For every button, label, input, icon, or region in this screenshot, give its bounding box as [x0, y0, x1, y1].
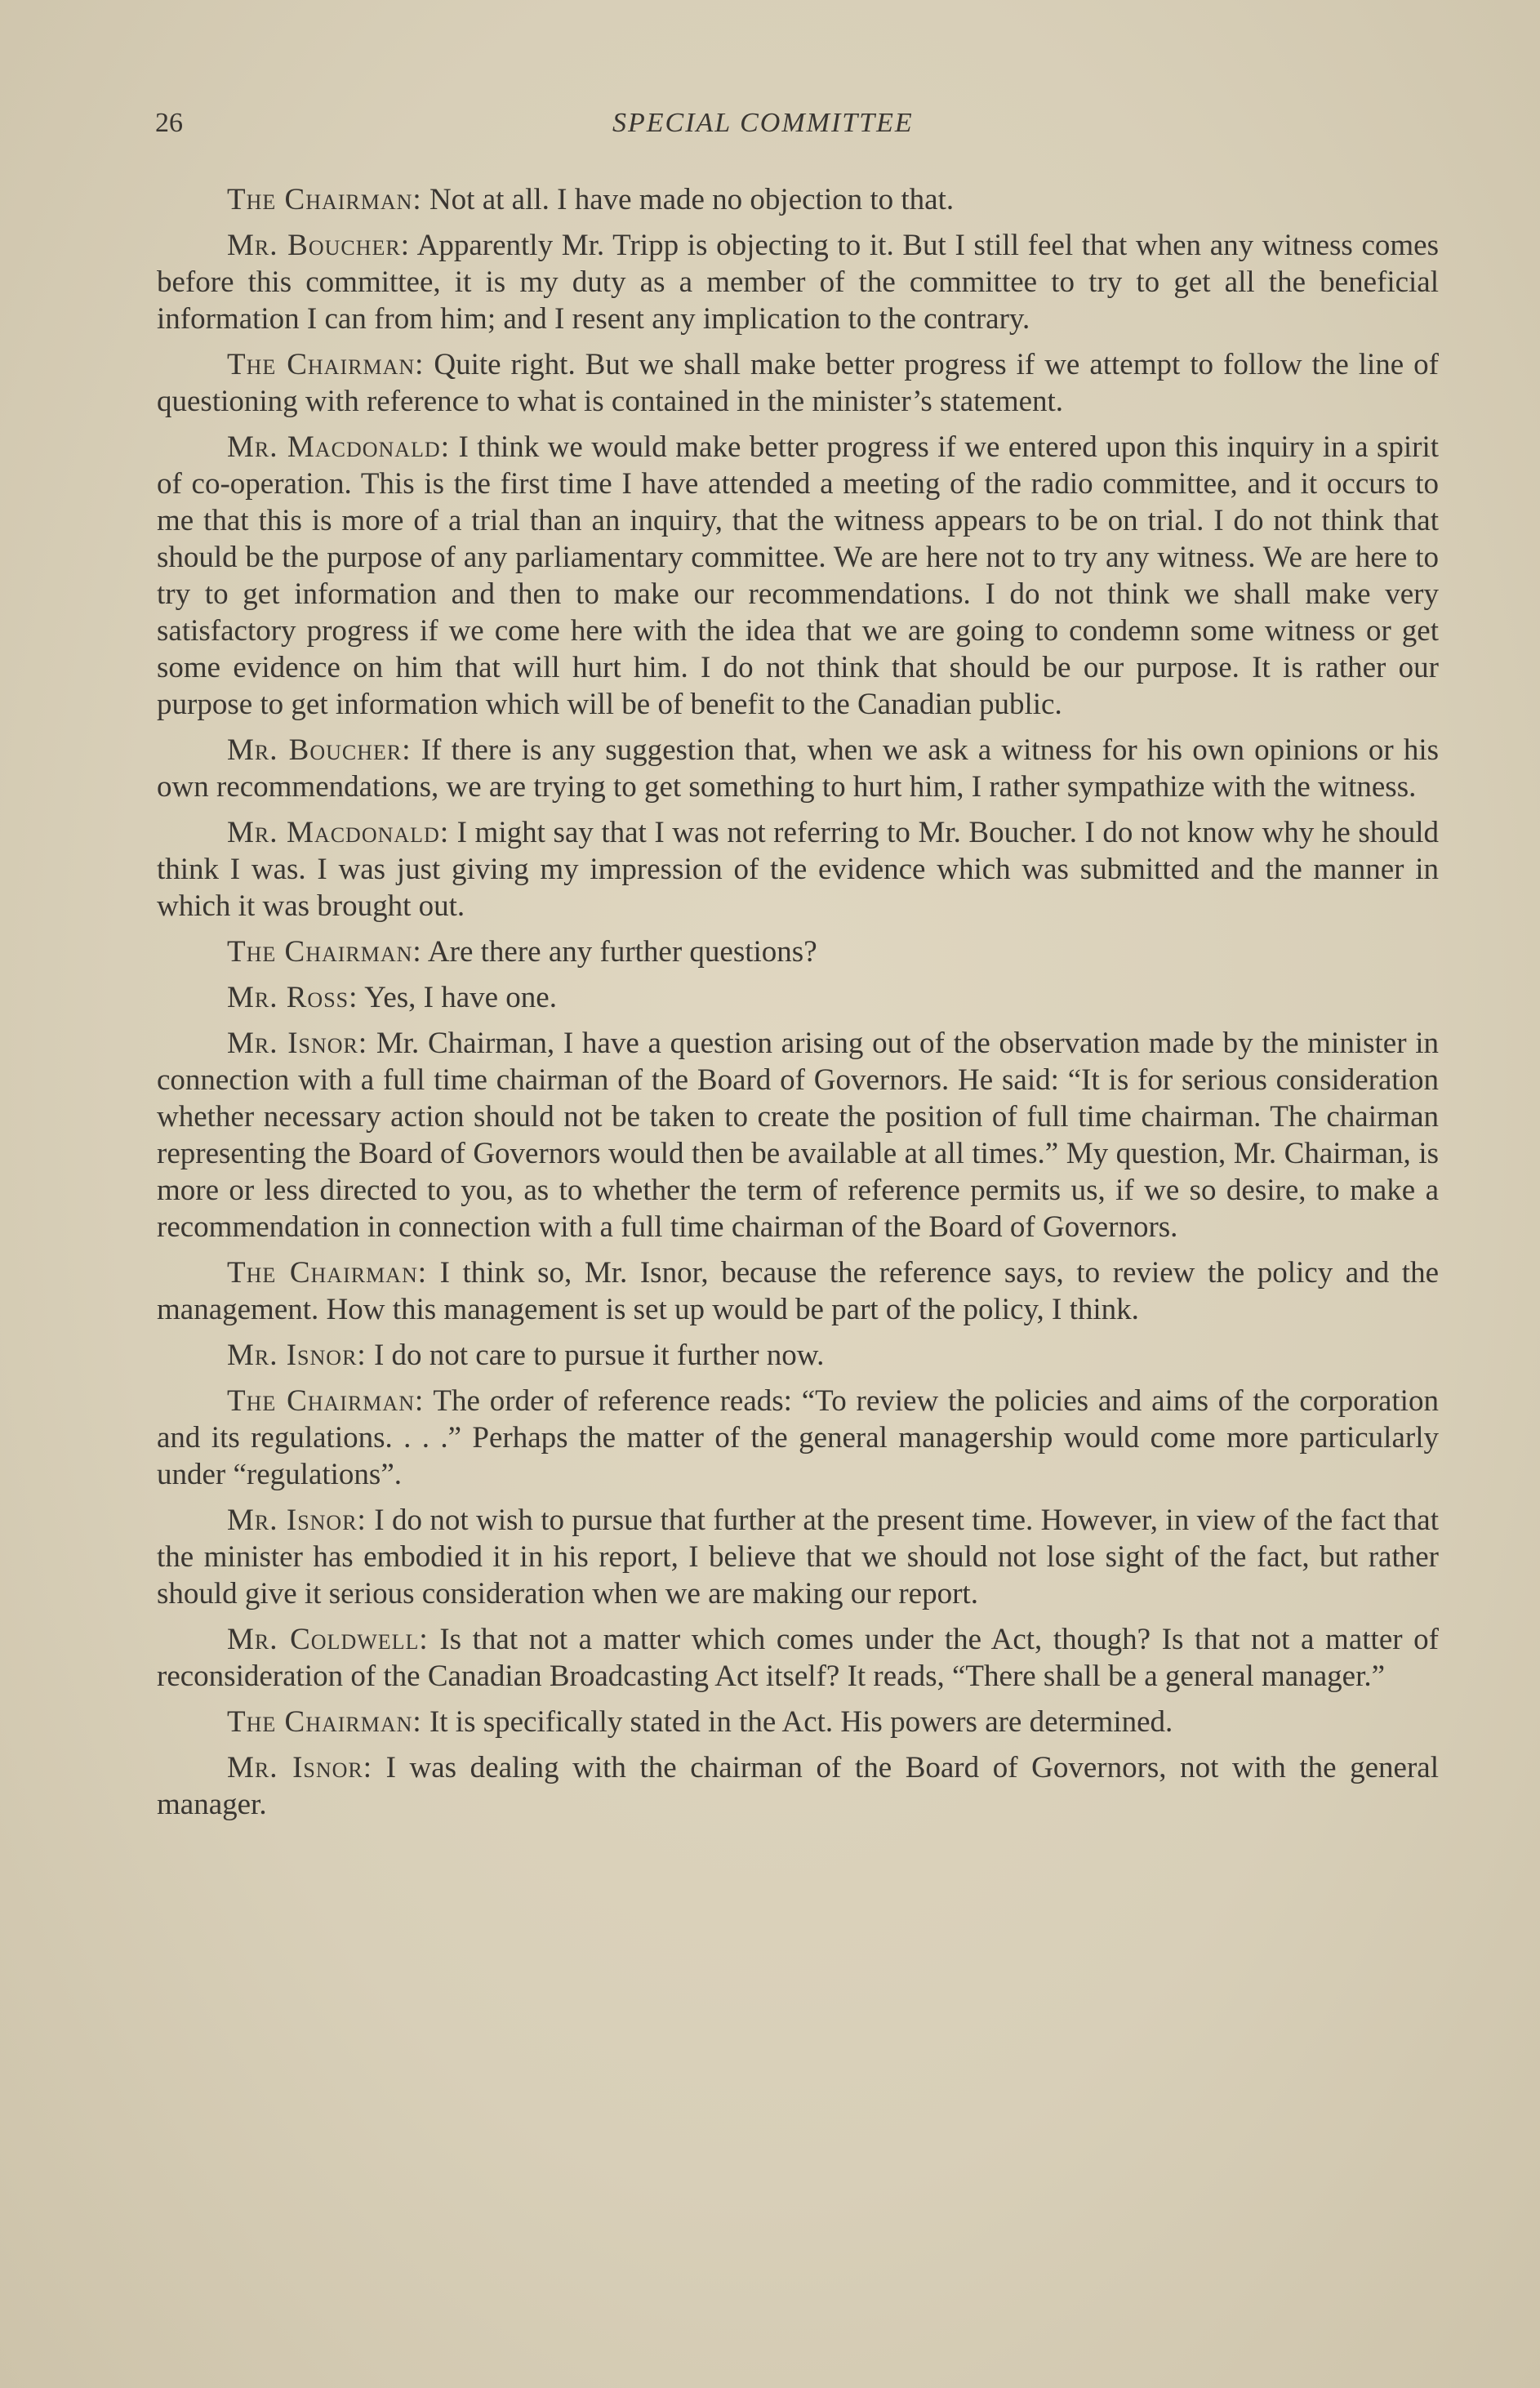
speech-text: I might say that I was not referring to Mr. Boucher. I do not know why he should think I was. I was just giving my impression of the evidence which was submitted and the manner in which it was brought out.	[157, 816, 1440, 923]
transcript-paragraph	[157, 979, 1439, 1016]
speech-text: Yes, I have one.	[364, 981, 557, 1014]
speech-text: I was dealing with the chairman of the Board of Governors, not with the general manager.	[157, 1751, 1440, 1821]
speaker-name: Mr. Macdonald:	[227, 816, 450, 849]
transcript-paragraph	[157, 1337, 1439, 1374]
speech-text: Quite right. But we shall make better progress if we attempt to follow the line of questioning with reference to what is contained in the minister’s statement.	[157, 348, 1440, 418]
speech-text: Not at all. I have made no objection to that.	[429, 183, 955, 216]
transcript-body	[157, 181, 1439, 1832]
transcript-paragraph	[157, 1254, 1439, 1328]
page-number: 26	[155, 108, 183, 138]
running-head: SPECIAL COMMITTEE	[612, 108, 914, 138]
speaker-name: Mr. Isnor:	[227, 1504, 367, 1537]
transcript-paragraph	[157, 933, 1439, 970]
speaker-name: Mr. Isnor:	[227, 1027, 368, 1060]
speaker-name: Mr. Isnor:	[227, 1751, 373, 1784]
transcript-paragraph	[157, 814, 1439, 924]
speaker-name: Mr. Isnor:	[227, 1339, 367, 1372]
transcript-paragraph	[157, 732, 1439, 805]
speech-text: I think so, Mr. Isnor, because the reference says, to review the policy and the management. How this management is set up would be part of the policy, I think.	[157, 1256, 1439, 1326]
transcript-paragraph	[157, 1502, 1439, 1612]
speech-text: I think we would make better progress if we entered upon this inquiry in a spirit of co-operation. This is the first time I have attended a meeting of the radio committee, and it occurs to me that this is more of a trial than an inquiry, that the witness appears to be on trial. I do not think that should be the purpose of any parliamentary committee. We are here not to try any witness. We are here to try to get information and then to make our recommendations. I do not think we shall make very satisfactory progress if we come here with the idea that we are going to condemn some witness or get some evidence on him that will hurt him. I do not think that should be our purpose. It is rather our purpose to get information which will be of benefit to the Canadian public.	[157, 430, 1440, 721]
speaker-name: The Chairman:	[227, 1256, 428, 1290]
speaker-name: Mr. Boucher:	[227, 229, 411, 262]
transcript-paragraph	[157, 227, 1439, 337]
speech-text: Are there any further questions?	[427, 935, 817, 969]
speaker-name: The Chairman:	[227, 348, 425, 381]
speech-text: Mr. Chairman, I have a question arising out of the observation made by the minister in connection with a full time chairman of the Board of Governors. He said: “It is for serious consideration whether necessary action should not be taken to create the position of full time chairman. The chairman representing the Board of Governors would then be available at all times.” My question, Mr. Chairman, is more or less directed to you, as to whether the term of reference permits us, if we so desire, to make a recommendation in connection with a full time chairman of the Board of Governors.	[157, 1027, 1439, 1244]
speaker-name: The Chairman:	[227, 183, 422, 216]
speech-text: I do not care to pursue it further now.	[373, 1339, 825, 1372]
speech-text: Is that not a matter which comes under the Act, though? Is that not a matter of reconsideration of the Canadian Broadcasting Act itself? It reads, “There shall be a general manager.”	[157, 1623, 1439, 1693]
page-header	[155, 108, 1426, 157]
transcript-paragraph	[157, 429, 1439, 723]
speaker-name: The Chairman:	[227, 1705, 422, 1739]
transcript-paragraph	[157, 181, 1439, 218]
transcript-paragraph	[157, 1383, 1439, 1493]
speech-text: I do not wish to pursue that further at the present time. However, in view of the fact that the minister has embodied it in his report, I believe that we should not lose sight of the fact, but rather should give it serious consideration when we are making our report.	[157, 1504, 1440, 1611]
speech-text: It is specifically stated in the Act. His powers are determined.	[429, 1705, 1173, 1739]
speech-text: If there is any suggestion that, when we ask a witness for his own opinions or his own recommendations, we are trying to get something to hurt him, I rather sympathize with the witness.	[157, 733, 1440, 804]
speaker-name: Mr. Coldwell:	[227, 1623, 429, 1656]
transcript-paragraph	[157, 1621, 1439, 1695]
transcript-paragraph	[157, 1025, 1439, 1245]
transcript-paragraph	[157, 1749, 1439, 1823]
speaker-name: Mr. Ross:	[227, 981, 358, 1014]
transcript-paragraph	[157, 1704, 1439, 1740]
speaker-name: Mr. Boucher:	[227, 733, 412, 767]
speaker-name: The Chairman:	[227, 1384, 425, 1418]
speech-text: The order of reference reads: “To review the policies and aims of the corporation and its regulations. . . .” Perhaps the matter of the general managership would come more particularly under “regulations”.	[157, 1384, 1439, 1491]
transcript-paragraph	[157, 346, 1439, 420]
speech-text: Apparently Mr. Tripp is objecting to it. But I still feel that when any witness comes before this committee, it is my duty as a member of the committee to try to get all the beneficial information I can from him; and I resent any implication to the contrary.	[157, 229, 1439, 336]
speaker-name: The Chairman:	[227, 935, 422, 969]
speaker-name: Mr. Macdonald:	[227, 430, 450, 464]
